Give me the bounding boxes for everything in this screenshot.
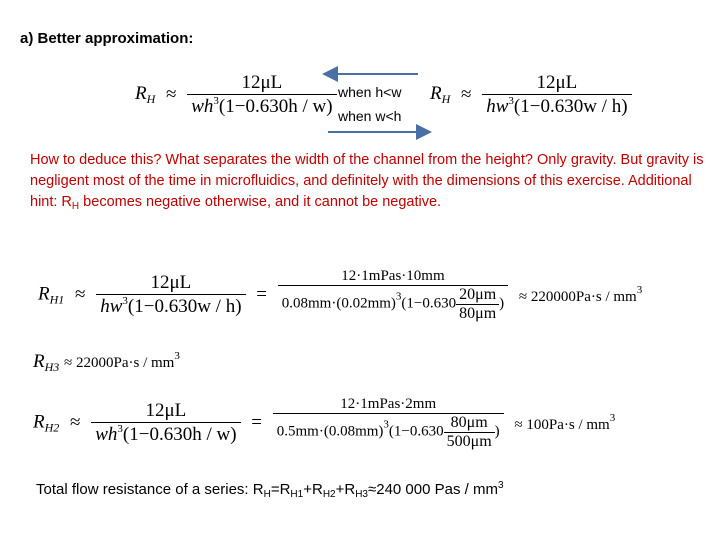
condition-w-less-h: when w<h bbox=[338, 108, 402, 124]
condition-h-less-w: when h<w bbox=[338, 84, 402, 100]
formula-w-less-h: $R_H$ ≈ $\frac{12\mu L}{hw^3(1-0.630w / h)}$ bbox=[430, 72, 632, 118]
total-resistance-line: Total flow resistance of a series: $R_H=R_{H1}+R_{H2}+R_{H3}\approx 240$ 000 Pas / $mm^3$ bbox=[36, 480, 504, 500]
explanation-text: How to deduce this? What separates the width of the channel from the height? Only gravity. But gravity is negligent most of the time in microfluidics, and definitely with the dimensions of this exercise. Additional hint: $R_H$ becomes negative otherwise, and it cannot be negative. bbox=[30, 152, 704, 212]
rh3-equation: $R_{H3} \approx 22000Pa\cdot s / mm^3$ bbox=[33, 350, 180, 374]
section-heading: a) Better approximation: bbox=[20, 30, 194, 47]
arrows-graphic bbox=[318, 66, 438, 142]
rh2-equation: $R_{H2}$ ≈ $\frac{12\mu L}{wh^3(1-0.630h / w)}$ = 12·1mPas·2mm $0.5mm\cdot(0.08mm)^3(1-0.630$ $\frac{80\mu m}{500\mu m}$ ) ≈ $100Pa\cdot s / mm^3$ bbox=[33, 396, 616, 450]
formula-h-less-w: $R_H$ ≈ $\frac{12\mu L}{wh^3(1-0.630h / w)}$ bbox=[135, 72, 337, 118]
rh1-equation: $R_{H1}$ ≈ $\frac{12\mu L}{hw^3(1-0.630w / h)}$ = 12·1mPas·10mm $0.08mm\cdot(0.02mm)^3(1-0.630$ $\frac{20\mu m}{80\mu m}$ ) ≈ $220000Pa\cdot s / mm^3$ bbox=[38, 268, 643, 322]
